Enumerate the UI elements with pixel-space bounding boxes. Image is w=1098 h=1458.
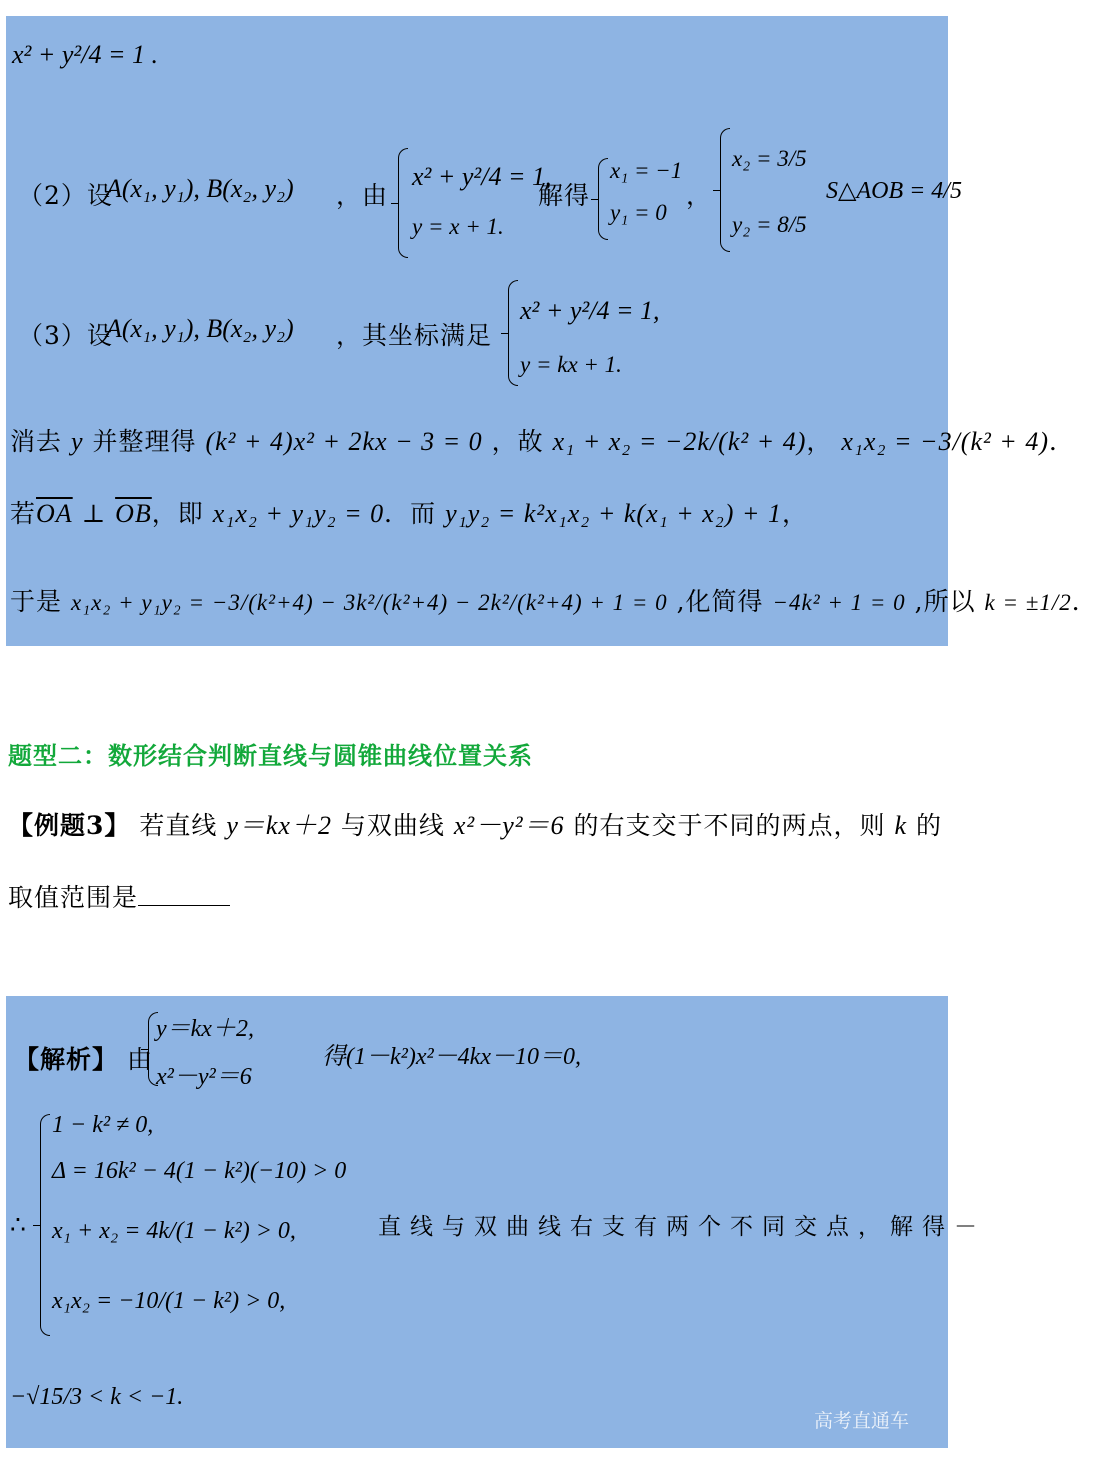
part3-system-brace	[508, 280, 518, 386]
q-text4: 的	[915, 811, 942, 840]
condition-4: x₁x₂ = −10/(1 − k²) > 0,	[52, 1288, 286, 1314]
part2-by: ，由	[336, 181, 389, 210]
q-text5: 取值范围是	[8, 883, 139, 912]
elim-so: ，故	[491, 427, 544, 456]
analysis-final: −√15/3 < k < −1.	[10, 1384, 184, 1410]
part2-system-brace	[398, 148, 408, 258]
elim-sum: x₁ + x₂ = −2k/(k² + 4)	[552, 427, 807, 456]
part2-sol2-brace	[720, 128, 730, 252]
final-expr: x₁x₂ + y₁y₂ = −3/(k²+4) − 3k²/(k²+4) − 2k²/(k²+4) + 1 = 0	[70, 590, 668, 615]
part2-sol1-b: y₁ = 0	[610, 200, 667, 225]
condition-1: 1 − k² ≠ 0,	[52, 1112, 154, 1138]
final-then: 于是	[10, 587, 63, 616]
perp-yy: y₁y₂ = k²x₁x₂ + k(x₁ + x₂) + 1	[445, 499, 782, 528]
elim-pre: 消去	[10, 427, 63, 456]
vector-oa: $\overline{OA}$	[36, 499, 73, 528]
part2-sys-eq1: x² + y²/4 = 1,	[412, 162, 552, 191]
watermark: 高考直通车	[814, 1410, 910, 1432]
ellipse-equation: x² + y²/4 = 1 .	[12, 40, 158, 69]
analysis-head	[14, 1040, 153, 1076]
part2-sol2-b: y₂ = 8/5	[732, 212, 807, 237]
vector-ob: $\overline{OB}$	[115, 499, 152, 528]
perp-if: 若	[10, 499, 37, 528]
part2-points: A(x₁, y₁), B(x₂, y₂)	[106, 174, 294, 203]
elim-eq: (k² + 4)x² + 2kx − 3 = 0	[205, 427, 483, 456]
part2-sys-eq2: y = x + 1.	[412, 214, 504, 239]
analysis-get: 得(1－k²)x²－4kx－10＝0,	[322, 1044, 581, 1070]
q-k: k	[894, 811, 908, 840]
final-line: 于是 x₁x₂ + y₁y₂ = −3/(k²+4) − 3k²/(k²+4) − 2k²/(k²+4) + 1 = 0 ,化简得 −4k² + 1 = 0 ,所以 k = ±1/2．	[10, 587, 1098, 616]
q-hyperbola-equation: x²－y²＝6	[453, 811, 565, 840]
part2-solve: 解得	[538, 181, 591, 210]
therefore-symbol: ∴	[10, 1210, 27, 1239]
condition-2: Δ = 16k² − 4(1 − k²)(−10) > 0	[52, 1158, 347, 1184]
part2-sol1-a: x₁ = −1	[610, 158, 683, 183]
q-text3: 的右支交于不同的两点，则	[573, 811, 886, 840]
q-line-equation: y＝kx＋2	[226, 811, 332, 840]
perp-dot: x₁x₂ + y₁y₂ = 0	[212, 499, 385, 528]
final-simplify: ,化简得	[676, 587, 764, 616]
elim-mid: 并整理得	[92, 427, 197, 456]
example-question-line2	[8, 878, 230, 914]
conditions-brace	[40, 1114, 50, 1336]
part3-sys-eq2: y = kx + 1.	[520, 352, 622, 377]
condition-3: x₁ + x₂ = 4k/(1 − k²) > 0,	[52, 1218, 296, 1244]
part2-comma: ，	[686, 181, 713, 210]
elim-var: y	[70, 427, 84, 456]
analysis-explain: 直线与双曲线右支有两个不同交点，解得－	[378, 1214, 986, 1240]
part2-label: （2）设	[18, 181, 113, 210]
part3-sys-eq1: x² + y²/4 = 1,	[520, 296, 660, 325]
q-text2: 与双曲线	[340, 811, 445, 840]
part2-sol1-brace	[598, 158, 608, 240]
part2-area: S△AOB = 4/5	[826, 178, 962, 204]
part3-satisfy: ，其坐标满足	[336, 321, 493, 350]
analysis-by: 由	[126, 1045, 153, 1074]
part3-label: （3）设	[18, 321, 113, 350]
part2-sol2-a: x₂ = 3/5	[732, 146, 807, 171]
analysis-sys-eq2: x²－y²＝6	[156, 1064, 252, 1090]
analysis-sys-eq1: y＝kx＋2,	[156, 1016, 254, 1042]
perp-and: ．而	[384, 499, 437, 528]
elim-prod: x₁x₂ = −3/(k² + 4)	[841, 427, 1049, 456]
perp-line: 若$\overline{OA}$ ⊥ $\overline{OB}$，即 x₁x₂ + y₁y₂ = 0．而 y₁y₂ = k²x₁x₂ + k(x₁ + x₂) + 1，	[10, 499, 808, 528]
q-text1: 若直线	[139, 811, 218, 840]
perp-ie: ，即	[151, 499, 204, 528]
part3-points: A(x₁, y₁), B(x₂, y₂)	[106, 314, 294, 343]
solution-box-2	[6, 996, 986, 1448]
solution-box-1	[6, 16, 1098, 646]
analysis-tag: 【解析】	[14, 1045, 119, 1074]
perp-symbol: ⊥	[81, 499, 107, 528]
final-result: k = ±1/2	[984, 590, 1072, 615]
example-tag: 【例题3】	[8, 811, 131, 840]
final-simp-eq: −4k² + 1 = 0	[772, 590, 906, 615]
answer-blank[interactable]	[138, 883, 230, 906]
example-question-line1	[8, 805, 942, 842]
final-so: ,所以	[914, 587, 976, 616]
section-heading: 题型二：数形结合判断直线与圆锥曲线位置关系	[8, 742, 533, 770]
eliminate-line: 消去 y 并整理得 (k² + 4)x² + 2kx − 3 = 0 ，故 x₁ + x₂ = −2k/(k² + 4)， x₁x₂ = −3/(k² + 4)．	[10, 427, 1076, 456]
